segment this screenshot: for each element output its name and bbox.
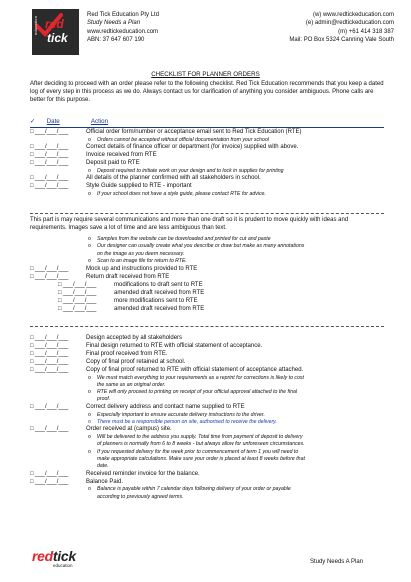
date-blank[interactable]: ___/___/___ <box>35 335 69 341</box>
bullet-icon: o <box>88 243 91 250</box>
checkbox-icon[interactable]: □ <box>30 274 34 281</box>
checkbox-icon[interactable]: □ <box>30 342 34 349</box>
company-name: Red Tick Education Pty Ltd <box>87 12 160 18</box>
checklist-row <box>30 175 261 183</box>
checklist-row <box>30 351 168 359</box>
checkbox-icon[interactable]: □ <box>58 297 62 304</box>
sub-note-text: We must match everything to your requirements as a reprint for corrections is likely to cost <box>97 374 304 381</box>
sub-note-text: If you requested delivery for the week prior to commencement of term 1 you will need to <box>97 448 299 455</box>
row-label: Order received at (campus) site. <box>86 426 172 433</box>
date-blank[interactable]: ___/___/___ <box>35 274 69 281</box>
date-blank[interactable]: ___/___/___ <box>63 297 97 304</box>
row-label: Final design returned to RTE with official statement of acceptance. <box>86 342 263 349</box>
contact-phone: (m) +61 414 318 387 <box>338 28 394 35</box>
checklist-row <box>30 479 123 487</box>
sub-note-text: Our designer can usually create what you describe or draw but make as many annotations <box>97 243 305 250</box>
sub-note-text: Especially important to ensure accurate delivery instructions to the driver. <box>97 411 265 418</box>
footer-logo <box>32 548 118 570</box>
checkbox-icon[interactable]: □ <box>30 152 34 159</box>
action-header: Action <box>90 118 109 125</box>
date-blank[interactable]: ___/___/___ <box>35 358 69 365</box>
checklist-row <box>30 274 169 282</box>
section-2-intro: This part is may require several communications and more than one draft so it is prudent to move quickly with ideas and requirements. Images save a lot of time and are less ambiguous than text. <box>30 217 349 232</box>
row-label: amended draft received from RTE <box>114 289 205 296</box>
contact-web[interactable]: (w) www.redtickeducation.com <box>312 12 394 18</box>
date-blank[interactable]: ___/___/___ <box>35 470 69 477</box>
date-blank[interactable]: ___/___/___ <box>35 342 69 349</box>
sub-note-text: Scan to an image file for return to RTE. <box>97 257 187 264</box>
column-header <box>30 118 108 126</box>
logo-vertical-text: education <box>33 15 38 35</box>
bullet-icon: o <box>88 448 91 455</box>
checklist-row <box>58 298 198 306</box>
row-label: Final proof received from RTE. <box>86 350 168 357</box>
sub-note <box>88 236 271 243</box>
row-label: All details of the planner confirmed with all stakeholders in school. <box>86 175 261 182</box>
sub-note <box>88 419 277 426</box>
row-label: Return draft received from RTE <box>86 274 170 281</box>
sub-note-text: proof. <box>97 396 111 403</box>
footer-tagline: Study Needs A Plan <box>309 559 363 565</box>
row-label: Mock up and instructions provided to RTE <box>86 266 198 273</box>
date-blank[interactable]: ___/___/___ <box>35 478 69 485</box>
date-blank[interactable]: ___/___/___ <box>63 282 97 288</box>
checkbox-icon[interactable]: □ <box>30 470 34 477</box>
tagline: Study Needs a Plan <box>87 20 141 27</box>
date-blank[interactable]: ___/___/___ <box>35 175 69 182</box>
header-right <box>289 11 394 44</box>
checklist-row <box>58 290 204 298</box>
abn: ABN: 37 647 607 190 <box>87 36 145 43</box>
header-rule <box>30 127 384 128</box>
sub-note <box>88 486 291 493</box>
sub-note <box>88 389 297 396</box>
sub-note <box>88 191 266 198</box>
date-blank[interactable]: ___/___/___ <box>35 266 69 273</box>
date-blank[interactable]: ___/___/___ <box>35 144 69 151</box>
checkbox-icon[interactable]: □ <box>30 129 34 135</box>
checkbox-icon[interactable]: □ <box>58 282 62 288</box>
sub-note-text: date. <box>97 463 109 470</box>
bullet-icon: o <box>88 167 91 174</box>
row-label: Balance Paid. <box>86 478 124 485</box>
bullet-icon: o <box>88 136 91 143</box>
bullet-icon: o <box>88 191 91 197</box>
checkbox-icon[interactable]: □ <box>30 183 34 190</box>
sub-note <box>88 137 269 144</box>
row-label: Received reminder invoice for the balance. <box>86 470 200 477</box>
sub-note-text: Orders cannot be accepted without official documentation from your school <box>97 136 269 143</box>
checkbox-icon[interactable]: □ <box>30 266 34 273</box>
bullet-icon: o <box>88 257 91 264</box>
logo-word-tick: tick <box>47 31 68 45</box>
row-label: more modifications sent to RTE <box>114 297 198 304</box>
checklist-row <box>58 282 203 290</box>
website-link[interactable]: www.redtickeducation.com <box>87 28 159 35</box>
checkbox-icon[interactable]: □ <box>30 426 34 433</box>
checklist-row <box>30 183 192 191</box>
bullet-icon: o <box>88 434 91 441</box>
sub-note <box>88 251 184 258</box>
date-blank[interactable]: ___/___/___ <box>63 305 97 312</box>
row-label: Style Guide supplied to RTE - important <box>86 183 192 190</box>
date-blank[interactable]: ___/___/___ <box>35 426 69 433</box>
date-blank[interactable]: ___/___/___ <box>35 403 69 410</box>
sub-note-text: according to previously agreed terms. <box>97 493 184 500</box>
sub-note-text: Samples from the website can be downloaded and printed for cut and paste <box>97 236 271 242</box>
checkbox-icon[interactable]: □ <box>30 358 34 365</box>
bullet-icon: o <box>88 486 91 493</box>
sub-note-text: RTE will only proceed to printing on receipt of your official approval attached to the final <box>97 389 298 396</box>
sub-note-text: make appropriate calculations. Make sure your order is placed at least 8 weeks before that <box>97 456 305 462</box>
sub-note <box>88 382 165 389</box>
checkbox-icon[interactable]: □ <box>58 289 62 296</box>
date-blank[interactable]: ___/___/___ <box>35 160 69 166</box>
date-blank[interactable]: ___/___/___ <box>35 366 69 373</box>
bullet-icon: o <box>88 236 91 242</box>
checkbox-icon[interactable]: □ <box>30 175 34 182</box>
checkbox-icon[interactable]: □ <box>30 335 34 341</box>
checkbox-icon[interactable]: □ <box>30 366 34 373</box>
sub-note <box>88 375 304 382</box>
checkbox-icon[interactable]: □ <box>30 160 34 166</box>
footer-logo-tick: tick <box>52 548 76 564</box>
sub-note <box>88 434 303 441</box>
contact-mail: Mail: PO Box 5324 Canning Vale South <box>289 36 394 43</box>
sub-note-text: Will be delivered to the address you supply. Total time from payment of deposit to delivery <box>97 434 303 441</box>
intro-paragraph: After deciding to proceed with an order please refer to the following checklist. Red Tick Education recommends that you keep a dated log of every step in this process as we do. Always contact us for clarification of anything you consider ambiguous. Phone calls are better for this purpose. <box>30 81 384 104</box>
sub-note <box>88 243 304 250</box>
row-label: modifications to draft sent to RTE <box>114 282 203 288</box>
sub-note <box>88 449 298 456</box>
bullet-icon: o <box>88 411 91 418</box>
row-label: Correct delivery address and contact name supplied to RTE <box>86 403 245 410</box>
checkbox-icon[interactable]: □ <box>30 478 34 485</box>
checklist-row <box>30 266 197 274</box>
row-label: Copy of final proof retained at school. <box>86 358 186 365</box>
checkbox-icon[interactable]: □ <box>58 305 62 312</box>
checklist-row <box>30 152 157 160</box>
checkbox-icon[interactable]: □ <box>30 350 34 357</box>
bullet-icon: o <box>88 374 91 381</box>
date-blank[interactable]: ___/___/___ <box>63 289 97 296</box>
row-label: Deposit paid to RTE <box>86 160 140 166</box>
sub-note <box>88 412 265 419</box>
sub-note <box>88 456 305 463</box>
checklist-row <box>30 129 302 137</box>
footer-logo-red: red <box>32 548 53 564</box>
checklist-row <box>58 306 204 314</box>
row-label: Design accepted by all stakeholders <box>86 335 183 341</box>
footer-logo-sub: education <box>53 563 73 568</box>
sub-note-text: There must be a responsible person on site, authorised to receive the delivery. <box>97 418 277 425</box>
checklist-row <box>30 471 200 479</box>
row-label: Invoice received from RTE <box>86 152 157 159</box>
page-title: CHECKLIST FOR PLANNER ORDERS <box>151 71 260 78</box>
logo-word-red: red <box>45 17 64 31</box>
sub-note <box>88 494 184 501</box>
checkbox-icon[interactable]: □ <box>30 144 34 151</box>
sub-note-text: of planners is normally from 6 to 8 weeks - but always allow for unforeseen circumstances. <box>97 441 305 448</box>
checklist-row <box>30 426 172 434</box>
row-label: Copy of final proof returned to RTE with official statement of acceptance attached. <box>86 366 304 373</box>
bullet-icon: o <box>88 389 91 396</box>
date-header: Date <box>46 118 60 125</box>
sub-note-text: the same as an original order. <box>97 381 166 388</box>
sub-note <box>88 463 109 470</box>
header-left <box>87 11 159 44</box>
sub-note <box>88 168 284 175</box>
checkbox-icon[interactable]: □ <box>30 403 34 410</box>
sub-note-text: Deposit required to initiate work on your design and to lock in supplies for printing <box>97 167 284 174</box>
bullet-icon: o <box>88 418 91 425</box>
date-blank[interactable]: ___/___/___ <box>35 350 69 357</box>
checklist-row <box>30 335 182 343</box>
sub-note-text: If your school does not have a style guide, please contact RTE for advice. <box>97 191 266 197</box>
checklist-row <box>30 144 298 152</box>
sub-note <box>88 396 110 403</box>
sub-note-text: on the image as you deem necessary. <box>97 250 185 257</box>
row-label: amended draft received from RTE <box>114 305 205 312</box>
section-divider <box>30 213 384 214</box>
row-label: Correct details of finance officer or department (for invoice) supplied with above. <box>86 144 299 151</box>
checklist-row <box>30 359 185 367</box>
sub-note-text: Balance is payable within 7 calendar days following delivery of your order or payable <box>97 486 291 493</box>
row-label: Official order form/number or acceptance email sent to Red Tick Education (RTE) <box>86 129 302 135</box>
section-divider <box>30 326 384 327</box>
sub-note <box>88 441 305 448</box>
contact-email[interactable]: (e) admin@redtickeducation.com <box>305 20 394 27</box>
checklist-row <box>30 343 262 351</box>
checklist-row <box>30 367 303 375</box>
checklist-row <box>30 160 140 168</box>
date-blank[interactable]: ___/___/___ <box>35 129 69 135</box>
date-blank[interactable]: ___/___/___ <box>35 152 69 159</box>
check-header-icon: ✓ <box>30 118 36 125</box>
sub-note <box>88 258 187 265</box>
checklist-row <box>30 404 245 412</box>
date-blank[interactable]: ___/___/___ <box>35 183 69 190</box>
header-logo <box>32 9 79 55</box>
